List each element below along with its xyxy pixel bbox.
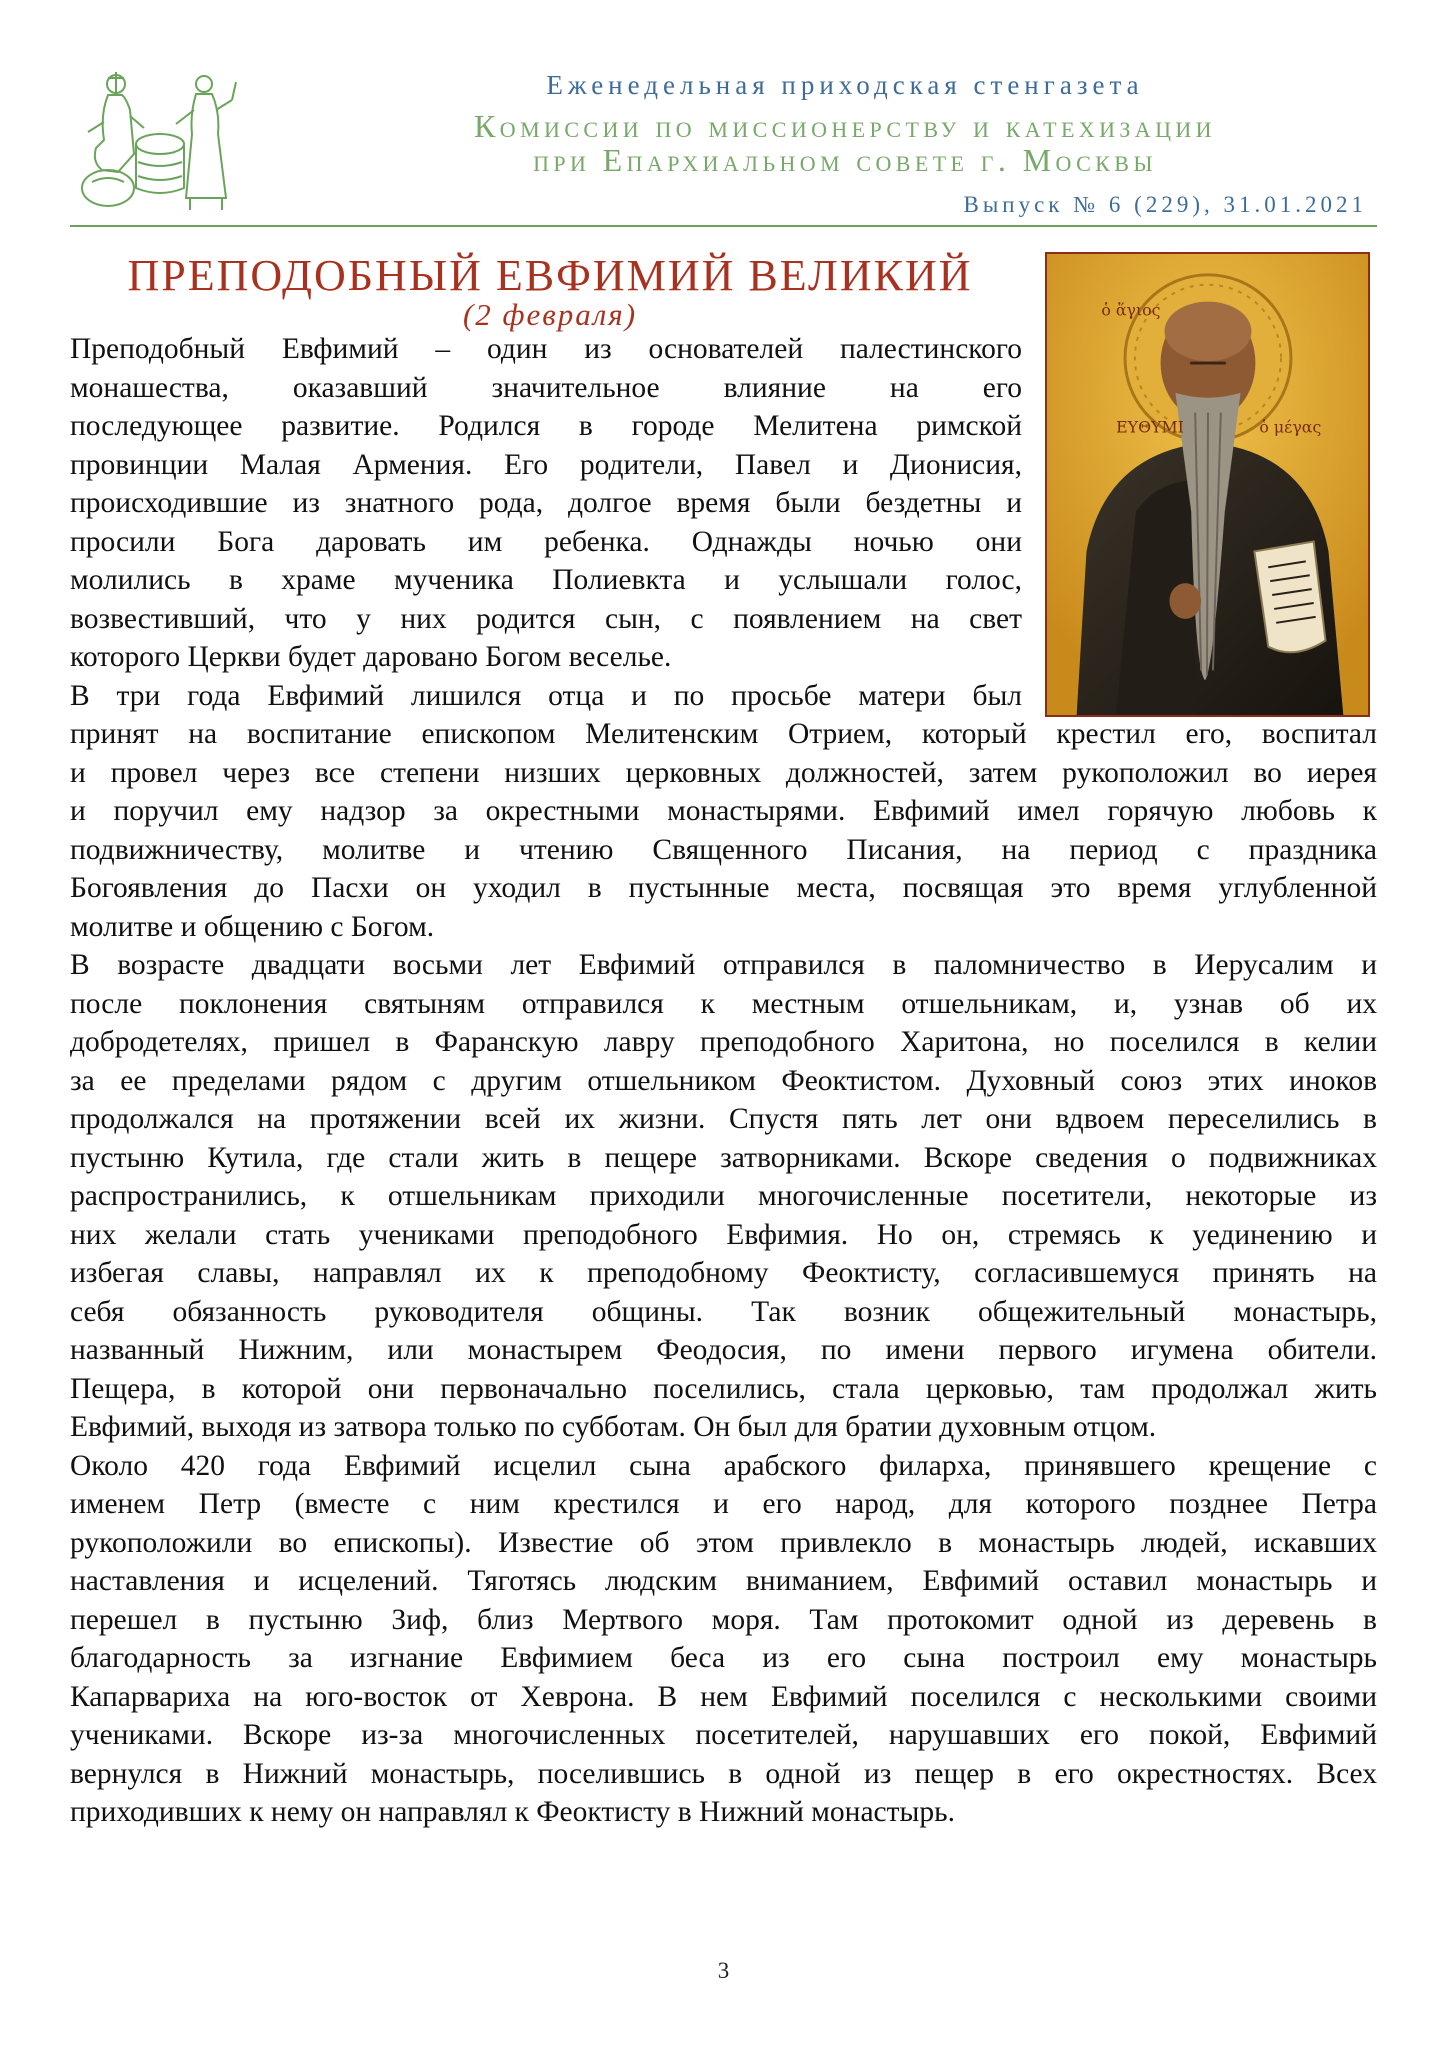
svg-text:ὁ μέγας: ὁ μέγας: [1259, 417, 1322, 437]
text-line: последующее развитие. Родился в городе Мелитена римской: [70, 410, 1022, 442]
header-tagline: Еженедельная приходская стенгазета: [546, 70, 1144, 100]
header-divider: [70, 225, 1377, 227]
text-line: и поручил ему надзор за окрестными монастырями. Евфимий имел горячую любовь к: [70, 795, 1377, 827]
text-line: добродетелях, пришел в Фаранскую лавру преподобного Харитона, но поселился в келии: [70, 1026, 1377, 1058]
text-line: принят на воспитание епископом Мелитенским Отрием, который крестил его, воспитал: [70, 718, 1377, 750]
text-line: монашества, оказавший значительное влияние на его: [70, 371, 1022, 404]
text-line: Богоявления до Пасхи он уходил в пустынные места, посвящая это время углубленной: [70, 872, 1377, 904]
text-line: Капарвариха на юго-восток от Хеврона. В нем Евфимий поселился с несколькими своими: [70, 1680, 1377, 1713]
header-council: при Епархиальном совете г. Москвы: [533, 142, 1157, 178]
text-line: Около 420 года Евфимий исцелил сына арабского филарха, принявшего крещение с: [70, 1449, 1377, 1482]
text-line: избегая славы, направлял их к преподобному Феоктисту, согласившемуся принять на: [70, 1257, 1377, 1289]
text-line: благодарность за изгнание Евфимием беса из его сына построил ему монастырь: [70, 1642, 1377, 1674]
text-line: приходивших к нему он направлял к Феоктисту в Нижний монастырь.: [70, 1796, 955, 1828]
text-line: Преподобный Евфимий – один из основателей палестинского: [70, 333, 1022, 365]
text-line: после поклонения святыням отправился к местным отшельникам, и, узнав об их: [70, 987, 1377, 1020]
text-line: перешел в пустыню Зиф, близ Мертвого моря. Там протокомит одной из деревень в: [70, 1603, 1377, 1636]
text-line: них желали стать учениками преподобного Евфимия. Но он, стремясь к уединению и: [70, 1218, 1377, 1251]
article-body: [70, 330, 1377, 1832]
text-line: которого Церкви будет даровано Богом веселье.: [70, 641, 672, 673]
text-line: возвестивший, что у них родится сын, с появлением на свет: [70, 602, 1022, 635]
christ-and-samaritan-woman-at-well-logo-icon: [78, 70, 248, 212]
text-line: молитве и общению с Богом.: [70, 910, 435, 943]
text-line: названный Нижним, или монастырем Феодосия, по имени первого игумена обители.: [70, 1334, 1377, 1366]
article-title: ПРЕПОДОБНЫЙ ЕВФИМИЙ ВЕЛИКИЙ: [127, 251, 973, 300]
text-line: учениками. Вскоре из-за многочисленных посетителей, нарушавших его покой, Евфимий: [70, 1719, 1377, 1751]
header-commission: Комиссии по миссионерству и катехизации: [474, 108, 1216, 144]
text-line: наставления и исцелений. Тяготясь людским вниманием, Евфимий оставил монастырь и: [70, 1565, 1377, 1597]
text-line: за ее пределами рядом с другим отшельником Феоктистом. Духовный союз этих иноков: [70, 1064, 1377, 1097]
svg-text:ὁ ἅγιος: ὁ ἅγιος: [1101, 300, 1161, 320]
text-line: себя обязанность руководителя общины. Так возник общежительный монастырь,: [70, 1295, 1377, 1328]
text-line: вернулся в Нижний монастырь, поселившись в одной из пещер в его окрестностях. Всех: [70, 1757, 1377, 1790]
issue-number: Выпуск № 6 (229), 31.01.2021: [963, 192, 1367, 217]
text-line: распространились, к отшельникам приходили многочисленные посетители, некоторые из: [70, 1180, 1377, 1212]
text-line: провинции Малая Армения. Его родители, Павел и Дионисия,: [70, 448, 1022, 481]
text-line: просили Бога даровать им ребенка. Однажды ночью они: [70, 525, 1022, 558]
text-line: Евфимий, выходя из затвора только по субботам. Он был для братии духовным отцом.: [70, 1411, 1157, 1443]
text-line: и провел через все степени низших церковных должностей, затем рукоположил во иерея: [70, 756, 1377, 789]
text-line: В возрасте двадцати восьми лет Евфимий отправился в паломничество в Иерусалим и: [70, 949, 1377, 981]
text-line: подвижничеству, молитве и чтению Священного Писания, на период с праздника: [70, 833, 1377, 866]
text-line: В три года Евфимий лишился отца и по просьбе матери был: [70, 679, 1022, 712]
text-line: рукоположили во епископы). Известие об этом привлекло в монастырь людей, искавших: [70, 1526, 1377, 1559]
article-date: (2 февраля): [462, 297, 638, 332]
svg-text:ΕΥΘΥΜΙ: ΕΥΘΥΜΙ: [1116, 417, 1184, 437]
text-line: Пещера, в которой они первоначально поселились, стала церковью, там продолжал жить: [70, 1372, 1377, 1405]
logo: [78, 70, 248, 212]
text-line: именем Петр (вместе с ним крестился и его народ, для которого позднее Петра: [70, 1488, 1377, 1520]
text-line: продолжался на протяжении всей их жизни. Спустя пять лет они вдвоем переселились в: [70, 1103, 1377, 1135]
text-line: происходившие из знатного рода, долгое время были бездетны и: [70, 487, 1022, 519]
text-line: пустыню Кутила, где стали жить в пещере затворниками. Вскоре сведения о подвижниках: [70, 1141, 1377, 1174]
page-number: 3: [717, 1958, 730, 1983]
text-line: молились в храме мученика Полиевкта и услышали голос,: [70, 564, 1022, 596]
